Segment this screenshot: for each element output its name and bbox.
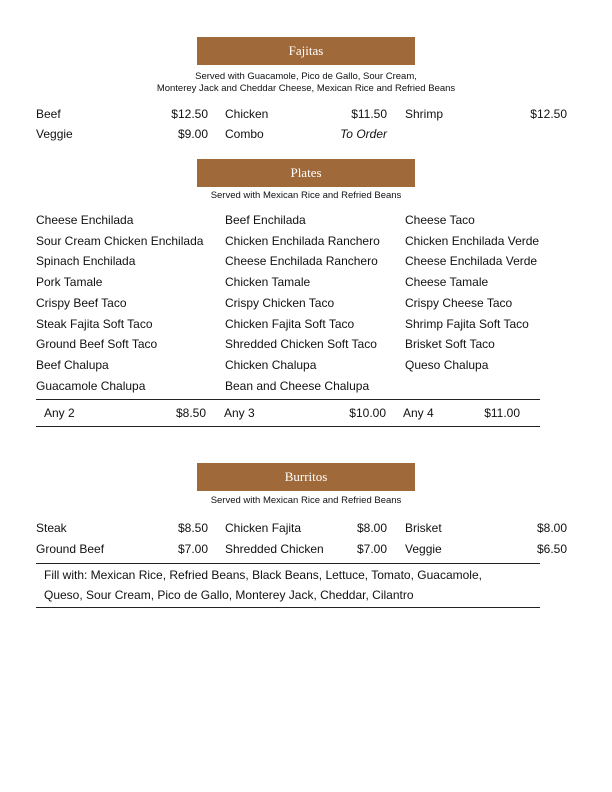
plates-item: Cheese Taco: [405, 213, 475, 227]
plates-any3-label: Any 3: [224, 406, 255, 420]
plates-banner: Plates: [197, 159, 415, 187]
burritos-price-ground-beef: $7.00: [177, 542, 208, 556]
burritos-item-veggie: Veggie: [405, 542, 442, 556]
burritos-banner: Burritos: [197, 463, 415, 491]
plates-item: Ground Beef Soft Taco: [36, 337, 158, 352]
fajitas-price-combo: To Order: [340, 127, 387, 141]
fajitas-price-shrimp: $12.50: [530, 107, 567, 121]
plates-item: Guacamole Chalupa: [36, 378, 146, 393]
burritos-price-veggie: $6.50: [536, 542, 567, 556]
fajitas-subtitle-2: Monterey Jack and Cheddar Cheese, Mexican Rice and Refried Beans: [156, 83, 456, 94]
fajitas-item-combo: Combo: [225, 127, 264, 141]
plates-any4-label: Any 4: [403, 406, 434, 420]
plates-item: Cheese Enchilada Verde: [405, 254, 538, 269]
burritos-top-rule: [36, 563, 540, 564]
plates-item: Chicken Enchilada Verde: [405, 233, 540, 248]
plates-item: Crispy Chicken Taco: [225, 295, 335, 310]
burritos-bottom-rule: [36, 607, 540, 608]
burritos-price-brisket: $8.00: [536, 521, 567, 535]
fajitas-item-beef: Beef: [36, 107, 61, 121]
plates-item: Cheese Tamale: [405, 275, 489, 290]
fajitas-item-veggie: Veggie: [36, 127, 73, 141]
plates-item: Sour Cream Chicken Enchilada: [36, 233, 204, 248]
burritos-price-chicken-fajita: $8.00: [356, 521, 387, 535]
burritos-item-ground-beef: Ground Beef: [36, 542, 105, 556]
plates-item: Chicken Enchilada Ranchero: [225, 233, 380, 248]
plates-item: Brisket Soft Taco: [405, 337, 495, 352]
plates-item: Cheese Enchilada: [36, 213, 134, 227]
plates-item: Cheese Enchilada Ranchero: [225, 254, 378, 269]
plates-bottom-rule: [36, 426, 540, 427]
plates-item: Steak Fajita Soft Taco: [36, 316, 153, 331]
plates-item: Bean and Cheese Chalupa: [225, 378, 370, 393]
fajitas-item-chicken: Chicken: [225, 107, 269, 121]
plates-item: Shredded Chicken Soft Taco: [225, 337, 377, 352]
burritos-item-brisket: Brisket: [405, 521, 442, 535]
plates-item: Crispy Beef Taco: [36, 295, 127, 310]
fajitas-price-veggie: $9.00: [177, 127, 208, 141]
burritos-fill-line-2: Queso, Sour Cream, Pico de Gallo, Monterey Jack, Cheddar, Cilantro: [44, 588, 414, 602]
burritos-fill-line-1: Fill with: Mexican Rice, Refried Beans, Black Beans, Lettuce, Tomato, Guacamole,: [44, 568, 482, 582]
burritos-subtitle: Served with Mexican Rice and Refried Beans: [210, 495, 402, 506]
plates-item: Chicken Fajita Soft Taco: [225, 316, 355, 331]
fajitas-subtitle-1: Served with Guacamole, Pico de Gallo, Sour Cream,: [195, 71, 417, 82]
fajitas-price-beef: $12.50: [171, 107, 208, 121]
burritos-item-chicken-fajita: Chicken Fajita: [225, 521, 302, 535]
plates-item: Shrimp Fajita Soft Taco: [405, 316, 529, 331]
plates-subtitle: Served with Mexican Rice and Refried Beans: [210, 190, 402, 201]
plates-any4-price: $11.00: [484, 406, 520, 420]
fajitas-item-shrimp: Shrimp: [405, 107, 444, 121]
plates-item: Spinach Enchilada: [36, 254, 136, 269]
plates-item: Beef Chalupa: [36, 357, 109, 372]
burritos-item-steak: Steak: [36, 521, 67, 535]
plates-item: Pork Tamale: [36, 275, 103, 290]
fajitas-price-chicken: $11.50: [351, 107, 387, 121]
fajitas-banner: Fajitas: [197, 37, 415, 65]
plates-any2-label: Any 2: [44, 406, 75, 420]
plates-any3-price: $10.00: [349, 406, 386, 420]
plates-item: Chicken Tamale: [225, 275, 311, 290]
burritos-item-shredded-chicken: Shredded Chicken: [225, 542, 324, 556]
plates-any2-price: $8.50: [175, 406, 206, 420]
plates-item: Beef Enchilada: [225, 213, 306, 227]
burritos-price-shredded-chicken: $7.00: [356, 542, 387, 556]
burritos-price-steak: $8.50: [177, 521, 208, 535]
plates-item: Chicken Chalupa: [225, 357, 317, 372]
plates-item: Queso Chalupa: [405, 357, 489, 372]
plates-item: Crispy Cheese Taco: [405, 295, 513, 310]
plates-top-rule: [36, 399, 540, 400]
